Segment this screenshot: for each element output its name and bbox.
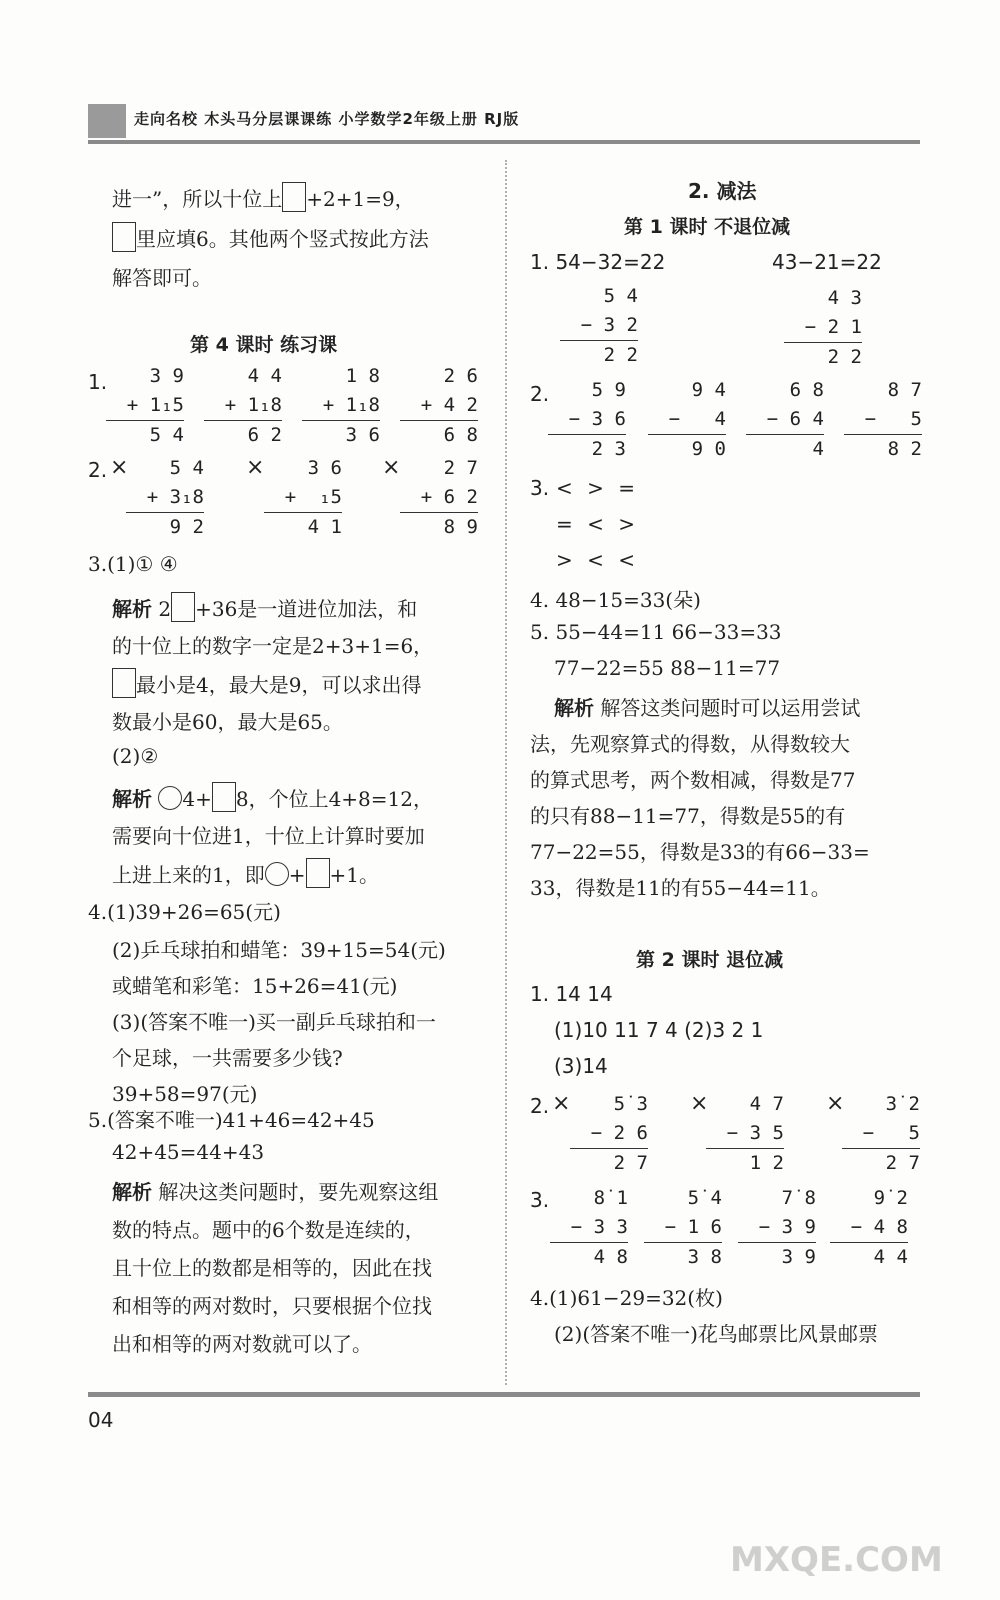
calc-operator: + xyxy=(420,394,433,416)
l2-q4-part1: 4.(1)61−29=32(枚) xyxy=(530,1286,723,1310)
r5-analysis-6: 33，得数是11的有55−44=11。 xyxy=(530,876,831,900)
text: 8，个位上4+8=12， xyxy=(235,787,433,811)
q2-number: 2. xyxy=(88,458,108,482)
calc-result: 8 9 xyxy=(400,512,478,542)
calc-top: 6 8 xyxy=(789,379,824,401)
calc-top: 2 7 xyxy=(443,457,478,479)
calc-bottom: 4 8 xyxy=(873,1216,908,1238)
r1-line: 1. 54−32=22 xyxy=(530,250,666,274)
q4-part3: (3)(答案不唯一)买一副乒乓球拍和一 xyxy=(112,1010,436,1034)
calc-top: 4 3 xyxy=(827,287,862,309)
wrong-mark: × xyxy=(382,455,401,480)
calc-top: 1 8 xyxy=(345,365,380,387)
r5-analysis-4: 的只有88−11=77，得数是55的有 xyxy=(530,804,846,828)
vertical-calc xyxy=(570,1090,648,1178)
q4-part3b: 个足球，一共需要多少钱? xyxy=(112,1046,343,1070)
l2-q1-parts: (1)10 11 7 4 (2)3 2 1 xyxy=(554,1018,764,1042)
blank-box xyxy=(112,222,136,252)
q5-analysis-5: 出和相等的两对数就可以了。 xyxy=(112,1332,372,1356)
vertical-calc xyxy=(648,376,726,464)
calc-bottom: 3 5 xyxy=(749,1122,784,1144)
vertical-calc xyxy=(400,362,478,450)
blank-box xyxy=(306,858,330,888)
vertical-calc xyxy=(126,454,204,542)
vertical-calc xyxy=(302,362,380,450)
calc-bottom: 6 4 xyxy=(789,408,824,430)
calc-bottom: 3 9 xyxy=(781,1216,816,1238)
text: 解决这类问题时，要先观察这组 xyxy=(158,1180,439,1204)
header-rule xyxy=(88,140,920,144)
calc-result: 9 0 xyxy=(648,434,726,464)
q5-analysis-1 xyxy=(112,1176,438,1205)
wrong-mark: × xyxy=(552,1091,571,1116)
vertical-calc xyxy=(106,362,184,450)
calc-result: 2 7 xyxy=(570,1148,648,1178)
r3-number: 3. xyxy=(530,476,550,500)
calc-bottom: 3 6 xyxy=(591,408,626,430)
q3-part2: (2)② xyxy=(112,744,159,768)
calc-operator: − xyxy=(804,316,817,338)
watermark: MXQE.COM xyxy=(730,1540,943,1580)
section-title: 2. 减法 xyxy=(688,179,757,203)
calc-top: 4 7 xyxy=(749,1093,784,1115)
analysis-label: 解析 xyxy=(112,787,152,811)
r5-analysis-3: 的算式思考，两个数相减，得数是77 xyxy=(530,768,856,792)
calc-top: 9 4 xyxy=(691,379,726,401)
q3-part1: 3.(1)① ④ xyxy=(88,552,178,576)
calc-operator: − xyxy=(668,408,681,430)
r1-line-b: 43−21=22 xyxy=(772,250,882,274)
analysis-label: 解析 xyxy=(554,696,594,720)
calc-operator: − xyxy=(862,1122,875,1144)
calc-top: 5 4 xyxy=(603,285,638,307)
blank-box xyxy=(282,182,306,212)
r5-analysis-2: 法，先观察算式的得数，从得数较大 xyxy=(530,732,850,756)
blank-box xyxy=(212,782,236,812)
calc-bottom: 4 xyxy=(714,408,726,430)
header-gray-block xyxy=(88,104,126,138)
lesson-2-title: 第 2 课时 退位减 xyxy=(636,949,784,971)
calc-result: 6 2 xyxy=(204,420,282,450)
blank-circle xyxy=(158,786,182,810)
wrong-mark: × xyxy=(826,1091,845,1116)
calc-result: 4 8 xyxy=(550,1242,628,1272)
calc-result: 3 6 xyxy=(302,420,380,450)
calc-top: 3 9 xyxy=(149,365,184,387)
calc-top: 8̇ 1 xyxy=(593,1187,628,1209)
wrong-mark: × xyxy=(110,455,129,480)
calc-operator: − xyxy=(766,408,779,430)
calc-result: 3 9 xyxy=(738,1242,816,1272)
text: +1。 xyxy=(329,863,379,887)
calc-top: 9̇ 2 xyxy=(873,1187,908,1209)
calc-bottom: 4 2 xyxy=(443,394,478,416)
q5-analysis-2: 数的特点。题中的6个数是连续的， xyxy=(112,1218,425,1242)
calc-top: 2 6 xyxy=(443,365,478,387)
vertical-calc xyxy=(264,454,342,542)
calc-operator: − xyxy=(580,314,593,336)
q3-analysis-2: 的十位上的数字一定是2+3+1=6， xyxy=(112,634,434,658)
blank-box xyxy=(171,592,195,622)
lesson-1-title: 第 1 课时 不退位减 xyxy=(624,216,791,238)
q4-part2b: 或蜡笔和彩笔：15+26=41(元) xyxy=(112,974,398,998)
vertical-calc xyxy=(400,454,478,542)
q3-analysis-4: 数最小是60，最大是65。 xyxy=(112,710,343,734)
q4-part1: 4.(1)39+26=65(元) xyxy=(88,900,281,924)
calc-result: 4 1 xyxy=(264,512,342,542)
calc-bottom: 3 3 xyxy=(593,1216,628,1238)
calc-bottom: 1 6 xyxy=(687,1216,722,1238)
calc-operator: − xyxy=(864,408,877,430)
footer-rule xyxy=(88,1392,920,1397)
calc-operator: − xyxy=(570,1216,583,1238)
vertical-calc xyxy=(204,362,282,450)
calc-bottom: 1₁5 xyxy=(149,394,184,416)
calc-bottom: 2 6 xyxy=(613,1122,648,1144)
analysis-label: 解析 xyxy=(112,1180,152,1204)
calc-result: 4 4 xyxy=(830,1242,908,1272)
column-divider xyxy=(505,160,507,1385)
q5-analysis-3: 且十位上的数都是相等的，因此在找 xyxy=(112,1256,432,1280)
calc-operator: + xyxy=(224,394,237,416)
blank-circle xyxy=(265,862,289,886)
calc-operator: + xyxy=(284,486,297,508)
calc-bottom: 6 2 xyxy=(443,486,478,508)
vertical-calc xyxy=(746,376,824,464)
text: 最小是4，最大是9，可以求出得 xyxy=(136,673,422,697)
q3-analysis-1 xyxy=(112,592,417,622)
q4-part2: (2)乒乓球拍和蜡笔：39+15=54(元) xyxy=(112,938,446,962)
l2-q2-number: 2. xyxy=(530,1094,550,1118)
calc-bottom: 1₁8 xyxy=(345,394,380,416)
blank-box xyxy=(112,668,136,698)
r5-line1: 5. 55−44=11 66−33=33 xyxy=(530,620,782,644)
q3-analysis-5 xyxy=(112,782,433,812)
calc-operator: − xyxy=(726,1122,739,1144)
calc-top: 5̇ 4 xyxy=(687,1187,722,1209)
calc-operator: − xyxy=(758,1216,771,1238)
page-number: 04 xyxy=(88,1408,114,1432)
text: 解答这类问题时可以运用尝试 xyxy=(600,696,861,720)
calc-result: 5 4 xyxy=(106,420,184,450)
calc-result: 6 8 xyxy=(400,420,478,450)
text: 2 xyxy=(158,597,172,621)
calc-top: 4 4 xyxy=(247,365,282,387)
calc-bottom: 5 xyxy=(910,408,922,430)
r2-number: 2. xyxy=(530,382,550,406)
calc-result: 8 2 xyxy=(844,434,922,464)
calc-result: 4 xyxy=(746,434,824,464)
wrong-mark: × xyxy=(246,455,265,480)
l2-q1: 1. 14 14 xyxy=(530,982,613,1006)
q3-analysis-3 xyxy=(112,668,421,698)
vertical-calc xyxy=(706,1090,784,1178)
calc-operator: − xyxy=(590,1122,603,1144)
q5-line2: 42+45=44+43 xyxy=(112,1140,265,1164)
r4-line: 4. 48−15=33(朵) xyxy=(530,588,701,612)
vertical-calc xyxy=(560,282,638,370)
r3-row3: > < < xyxy=(556,548,635,572)
calc-result: 2 7 xyxy=(842,1148,920,1178)
calc-bottom: 1₁8 xyxy=(247,394,282,416)
calc-top: 7̇ 8 xyxy=(781,1187,816,1209)
vertical-calc xyxy=(842,1090,920,1178)
analysis-label: 解析 xyxy=(112,597,152,621)
wrong-mark: × xyxy=(690,1091,709,1116)
q3-analysis-6: 需要向十位进1，十位上计算时要加 xyxy=(112,824,425,848)
vertical-calc xyxy=(830,1184,908,1272)
calc-top: 3̇ 2 xyxy=(885,1093,920,1115)
calc-result: 9 2 xyxy=(126,512,204,542)
vertical-calc xyxy=(844,376,922,464)
vertical-calc xyxy=(644,1184,722,1272)
calc-operator: + xyxy=(146,486,159,508)
l2-q3-number: 3. xyxy=(530,1188,550,1212)
calc-top: 8 7 xyxy=(887,379,922,401)
lesson-4-title: 第 4 课时 练习课 xyxy=(190,334,338,356)
calc-top: 5̇ 3 xyxy=(613,1093,648,1115)
calc-bottom: 2 1 xyxy=(827,316,862,338)
text: +2+1=9， xyxy=(306,187,415,211)
calc-operator: − xyxy=(568,408,581,430)
q5-analysis-4: 和相等的两对数时，只要根据个位找 xyxy=(112,1294,432,1318)
calc-bottom: 3 2 xyxy=(603,314,638,336)
continuation-line-1 xyxy=(112,182,415,212)
vertical-calc xyxy=(548,376,626,464)
continuation-line-3: 解答即可。 xyxy=(112,266,212,290)
calc-operator: + xyxy=(420,486,433,508)
calc-result: 3 8 xyxy=(644,1242,722,1272)
q4-part3c: 39+58=97(元) xyxy=(112,1082,258,1106)
text: 里应填6。其他两个竖式按此方法 xyxy=(136,227,429,251)
r5-line2: 77−22=55 88−11=77 xyxy=(554,656,781,680)
calc-result: 2 3 xyxy=(548,434,626,464)
continuation-line-2 xyxy=(112,222,429,252)
r5-analysis-1 xyxy=(554,692,860,721)
r3-row2: = < > xyxy=(556,512,635,536)
vertical-calc xyxy=(738,1184,816,1272)
l2-q1-part3: (3)14 xyxy=(554,1054,608,1078)
q3-analysis-7 xyxy=(112,858,379,888)
calc-operator: + xyxy=(126,394,139,416)
calc-bottom: 3₁8 xyxy=(169,486,204,508)
calc-operator: + xyxy=(322,394,335,416)
calc-top: 5 9 xyxy=(591,379,626,401)
calc-bottom: 5 xyxy=(908,1122,920,1144)
l2-q4-part2: (2)(答案不唯一)花鸟邮票比风景邮票 xyxy=(554,1322,878,1346)
calc-result: 2 2 xyxy=(784,342,862,372)
text: 4+ xyxy=(182,787,212,811)
calc-top: 3 6 xyxy=(307,457,342,479)
calc-result: 2 2 xyxy=(560,340,638,370)
calc-operator: − xyxy=(664,1216,677,1238)
running-header: 走向名校 木头马分层课课练 小学数学2年级上册 RJ版 xyxy=(134,110,520,128)
text: +36是一道进位加法，和 xyxy=(195,597,418,621)
text: 进一”，所以十位上 xyxy=(112,187,283,211)
r3-row1: < > = xyxy=(556,476,635,500)
calc-top: 5 4 xyxy=(169,457,204,479)
calc-result: 1 2 xyxy=(706,1148,784,1178)
calc-bottom: ₁5 xyxy=(319,486,342,508)
vertical-calc xyxy=(784,284,862,372)
q1-number: 1. xyxy=(88,370,108,394)
q5-line1: 5.(答案不唯一)41+46=42+45 xyxy=(88,1108,375,1132)
calc-operator: − xyxy=(850,1216,863,1238)
text: 上进上来的1，即 xyxy=(112,863,265,887)
r5-analysis-5: 77−22=55，得数是33的有66−33= xyxy=(530,840,870,864)
vertical-calc xyxy=(550,1184,628,1272)
text: + xyxy=(288,863,306,887)
